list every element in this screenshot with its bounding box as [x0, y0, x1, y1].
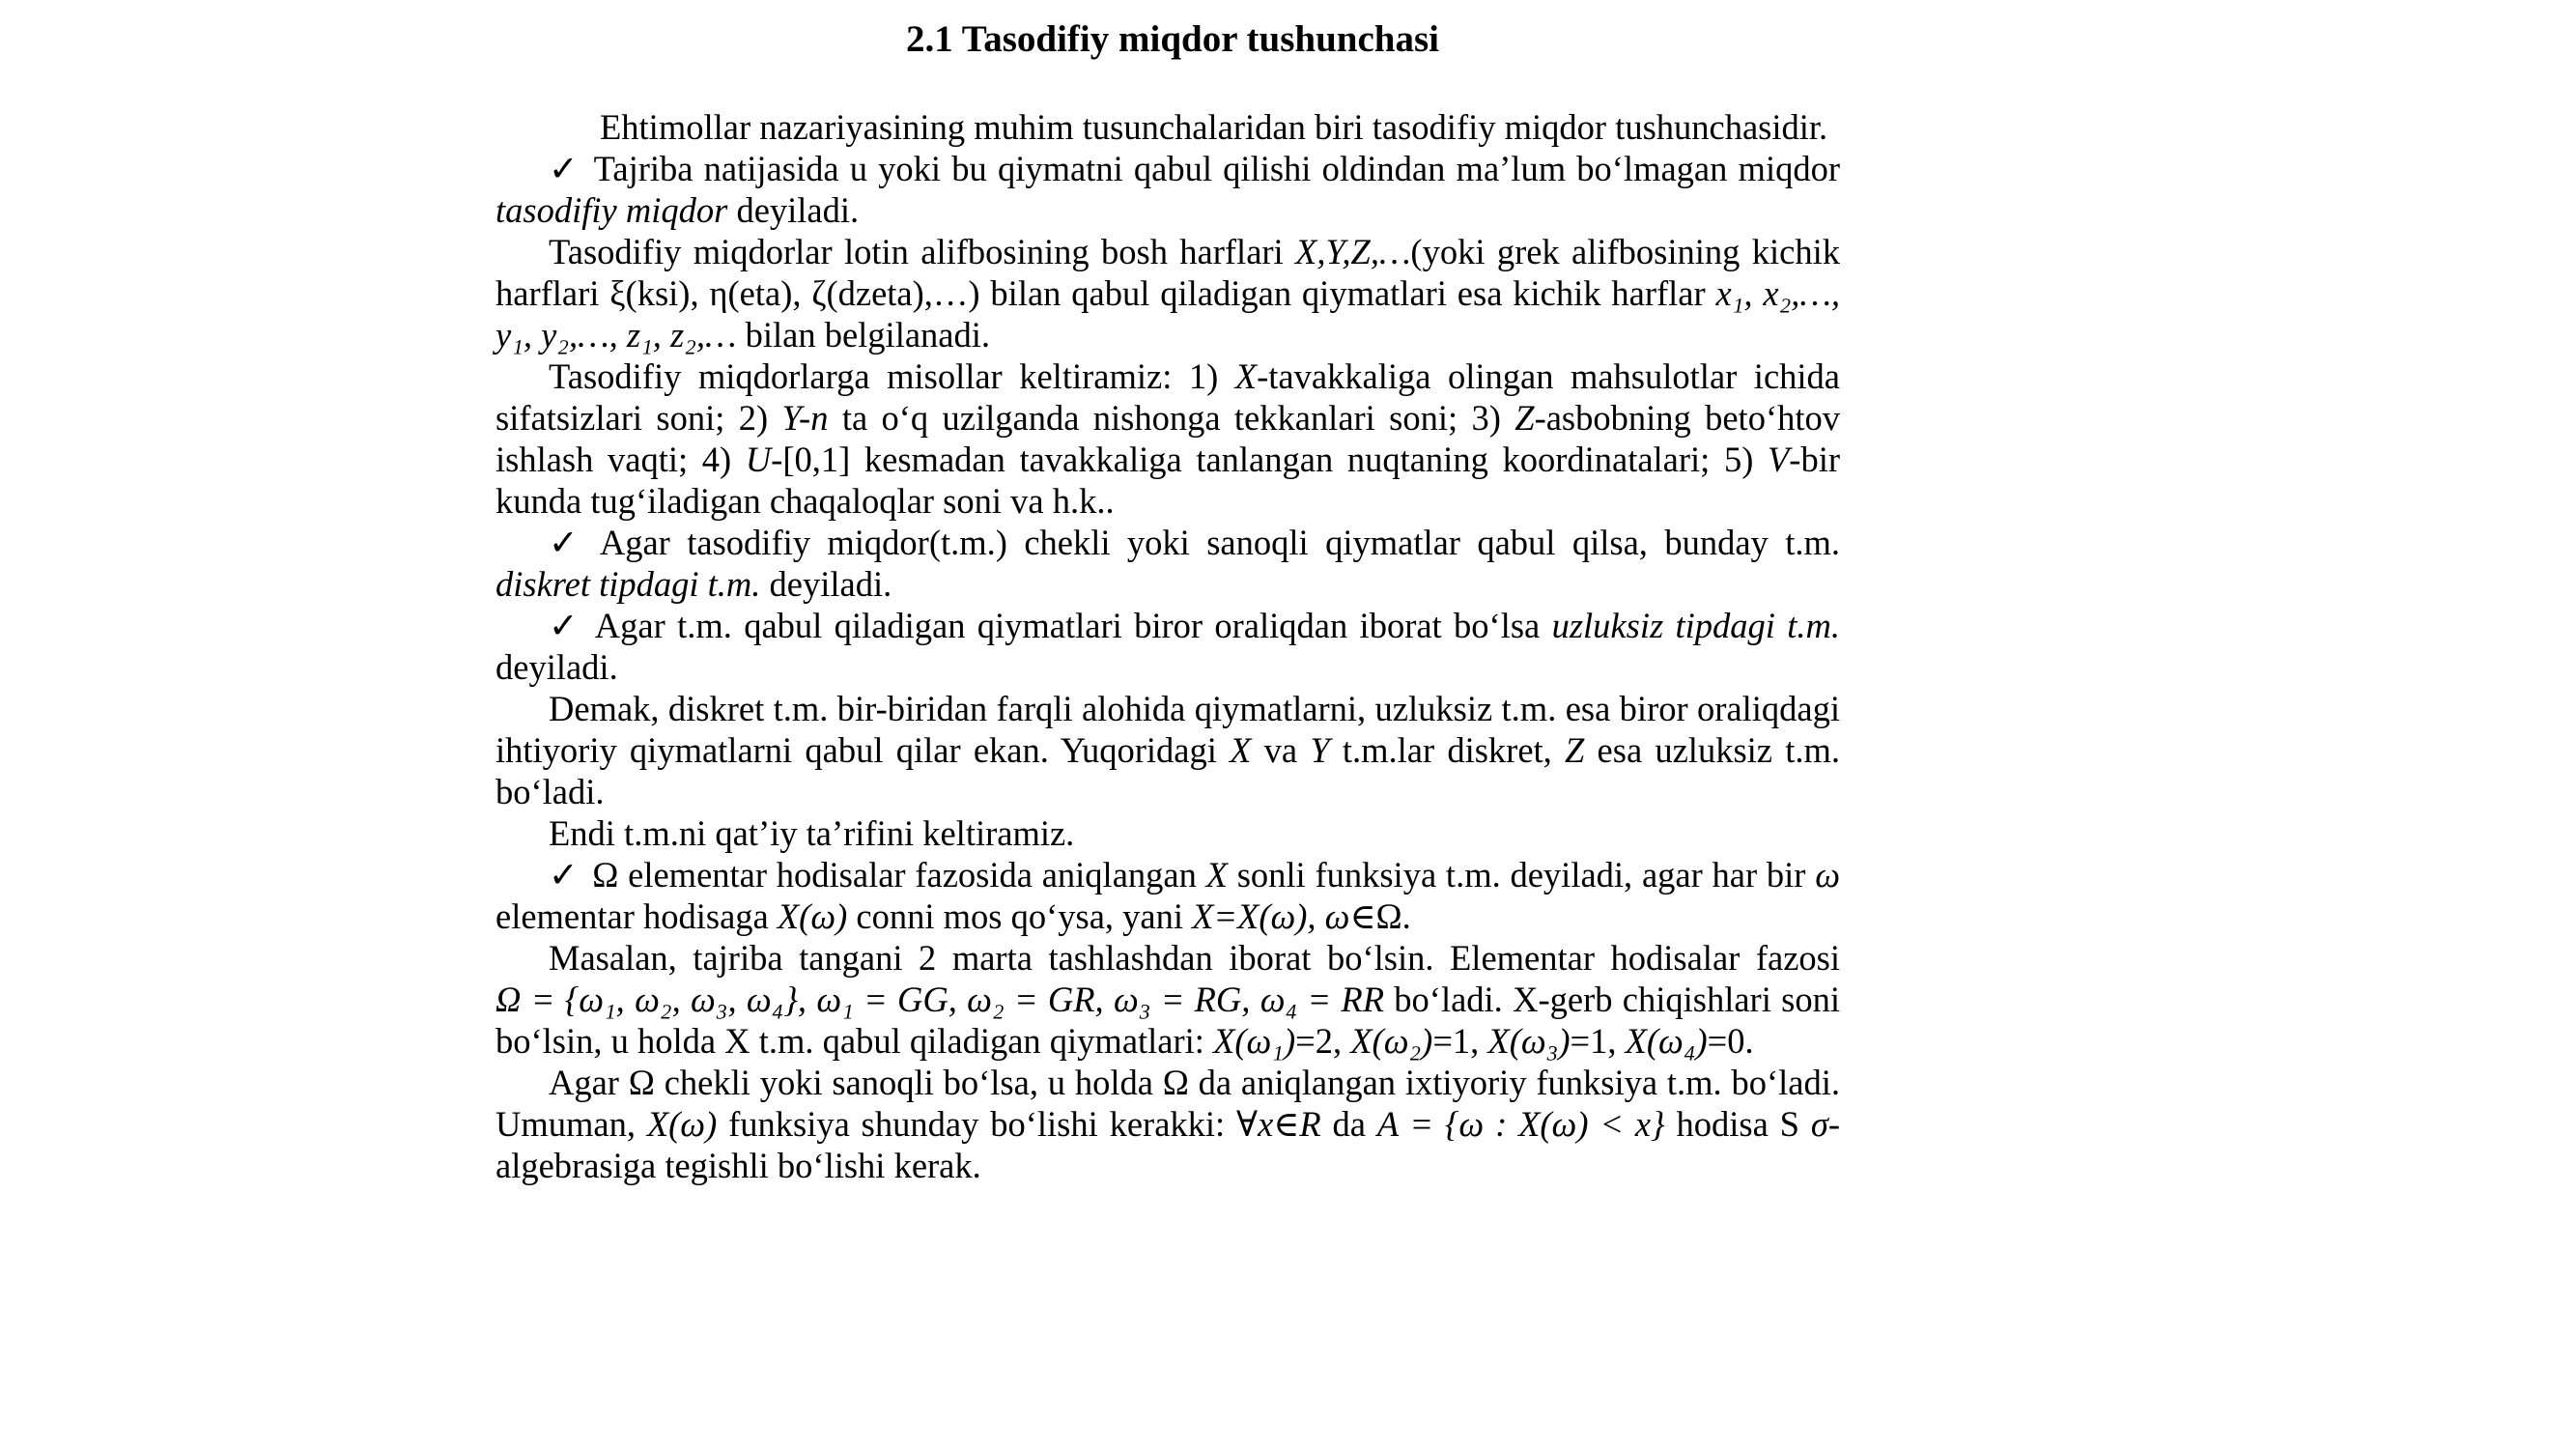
term-continuous: uzluksiz tipdagi t.m.: [1551, 606, 1840, 645]
document-page: [495, 17, 1840, 1186]
paragraph-strict-definition-intro: Endi t.m.ni qat’iy ta’rifini keltiramiz.: [549, 813, 1075, 853]
term-discrete: diskret tipdagi t.m.: [495, 564, 761, 604]
sample-space-formula: Ω = {ω₁, ω₂, ω₃, ω₄}, ω₁ = GG, ω₂ = GR, ω₃ = RG, ω₄ = RR: [495, 980, 1384, 1019]
section-title: 2.1 Tasodifiy miqdor tushunchasi: [906, 18, 1439, 60]
paragraph-measurability: Agar Ω chekli yoki sanoqli bo‘lsa, u holda Ω da aniqlangan ixtiyoriy funksiya t.m. bo‘ladi. Umuman, X(ω) funksiya shunday bo‘lishi kerakki: ∀x∈R da A = {ω : X(ω) < x} hodisa S σ-algebrasiga tegishli bo‘lishi kerak.: [495, 1063, 1841, 1185]
paragraph-coin-example: Masalan, tajriba tangani 2 marta tashlashdan iborat bo‘lsin. Elementar hodisalar fazosi Ω = {ω₁, ω₂, ω₃, ω₄}, ω₁ = GG, ω₂ = GR, ω₃ = RG, ω₄ = RR bo‘ladi. X-gerb chiqishlari soni bo‘lsin, u holda X t.m. qabul qiladigan qiymatlari: X(ω₁)=2, X(ω₂)=1, X(ω₃)=1, X(ω₄)=0.: [495, 938, 1840, 1061]
definition-formal: ✓ Ω elementar hodisalar fazosida aniqlangan X sonli funksiya t.m. deyiladi, agar har bir ω elementar hodisaga X(ω) conni mos qo‘ysa, yani X=X(ω), ω∈Ω.: [495, 855, 1840, 936]
paragraph-notation: Tasodifiy miqdorlar lotin alifbosining bosh harflari X,Y,Z,…(yoki grek alifbosining kichik harflari ξ(ksi), η(eta), ζ(dzeta),…) bilan qabul qiladigan qiymatlari esa kichik harflar x₁, x₂,…, y₁, y₂,…, z₁, z₂,… bilan belgilanadi.: [495, 232, 1840, 355]
event-formula: A = {ω : X(ω) < x}: [1376, 1104, 1665, 1144]
paragraph-summary: Demak, diskret t.m. bir-biridan farqli alohida qiymatlarni, uzluksiz t.m. esa biror oraliqdagi ihtiyoriy qiymatlarni qabul qilar ekan. Yuqoridagi X va Y t.m.lar diskret, Z esa uzluksiz t.m. bo‘ladi.: [495, 689, 1840, 811]
paragraph-text: Ehtimollar nazariyasining muhim tusunchalaridan biri tasodifiy miqdor tushunchasidir.: [600, 107, 1828, 147]
definition-random-variable: ✓ Tajriba natijasida u yoki bu qiymatni qabul qilishi oldindan ma’lum bo‘lmagan miqdor tasodifiy miqdor deyiladi.: [495, 149, 1840, 230]
checkmark-icon: ✓: [549, 606, 581, 645]
paragraph-examples: Tasodifiy miqdorlarga misollar keltiramiz: 1) X-tavakkaliga olingan mahsulotlar ichida sifatsizlari soni; 2) Y-n ta o‘q uzilganda nishonga tekkanlari soni; 3) Z-asbobning beto‘htov ishlash vaqti; 4) U-[0,1] kesmadan tavakkaliga tanlangan nuqtaning koordinatalari; 5) V-bir kunda tug‘iladigan chaqaloqlar soni va h.k..: [495, 356, 1840, 521]
checkmark-icon: ✓: [549, 523, 586, 562]
checkmark-icon: ✓: [549, 149, 580, 188]
checkmark-icon: ✓: [549, 855, 580, 895]
definition-continuous: ✓ Agar t.m. qabul qiladigan qiymatlari biror oraliqdan iborat bo‘lsa uzluksiz tipdagi t.m. deyiladi.: [495, 606, 1840, 687]
paragraph-intro: [495, 106, 1840, 148]
inline-formula: x₁, x₂,…, y₁, y₂,…, z₁, z₂,…: [495, 273, 1840, 355]
term-random-variable: tasodifiy miqdor: [495, 190, 728, 230]
definition-discrete: ✓ Agar tasodifiy miqdor(t.m.) chekli yoki sanoqli qiymatlar qabul qilsa, bunday t.m. diskret tipdagi t.m. deyiladi.: [495, 523, 1840, 604]
